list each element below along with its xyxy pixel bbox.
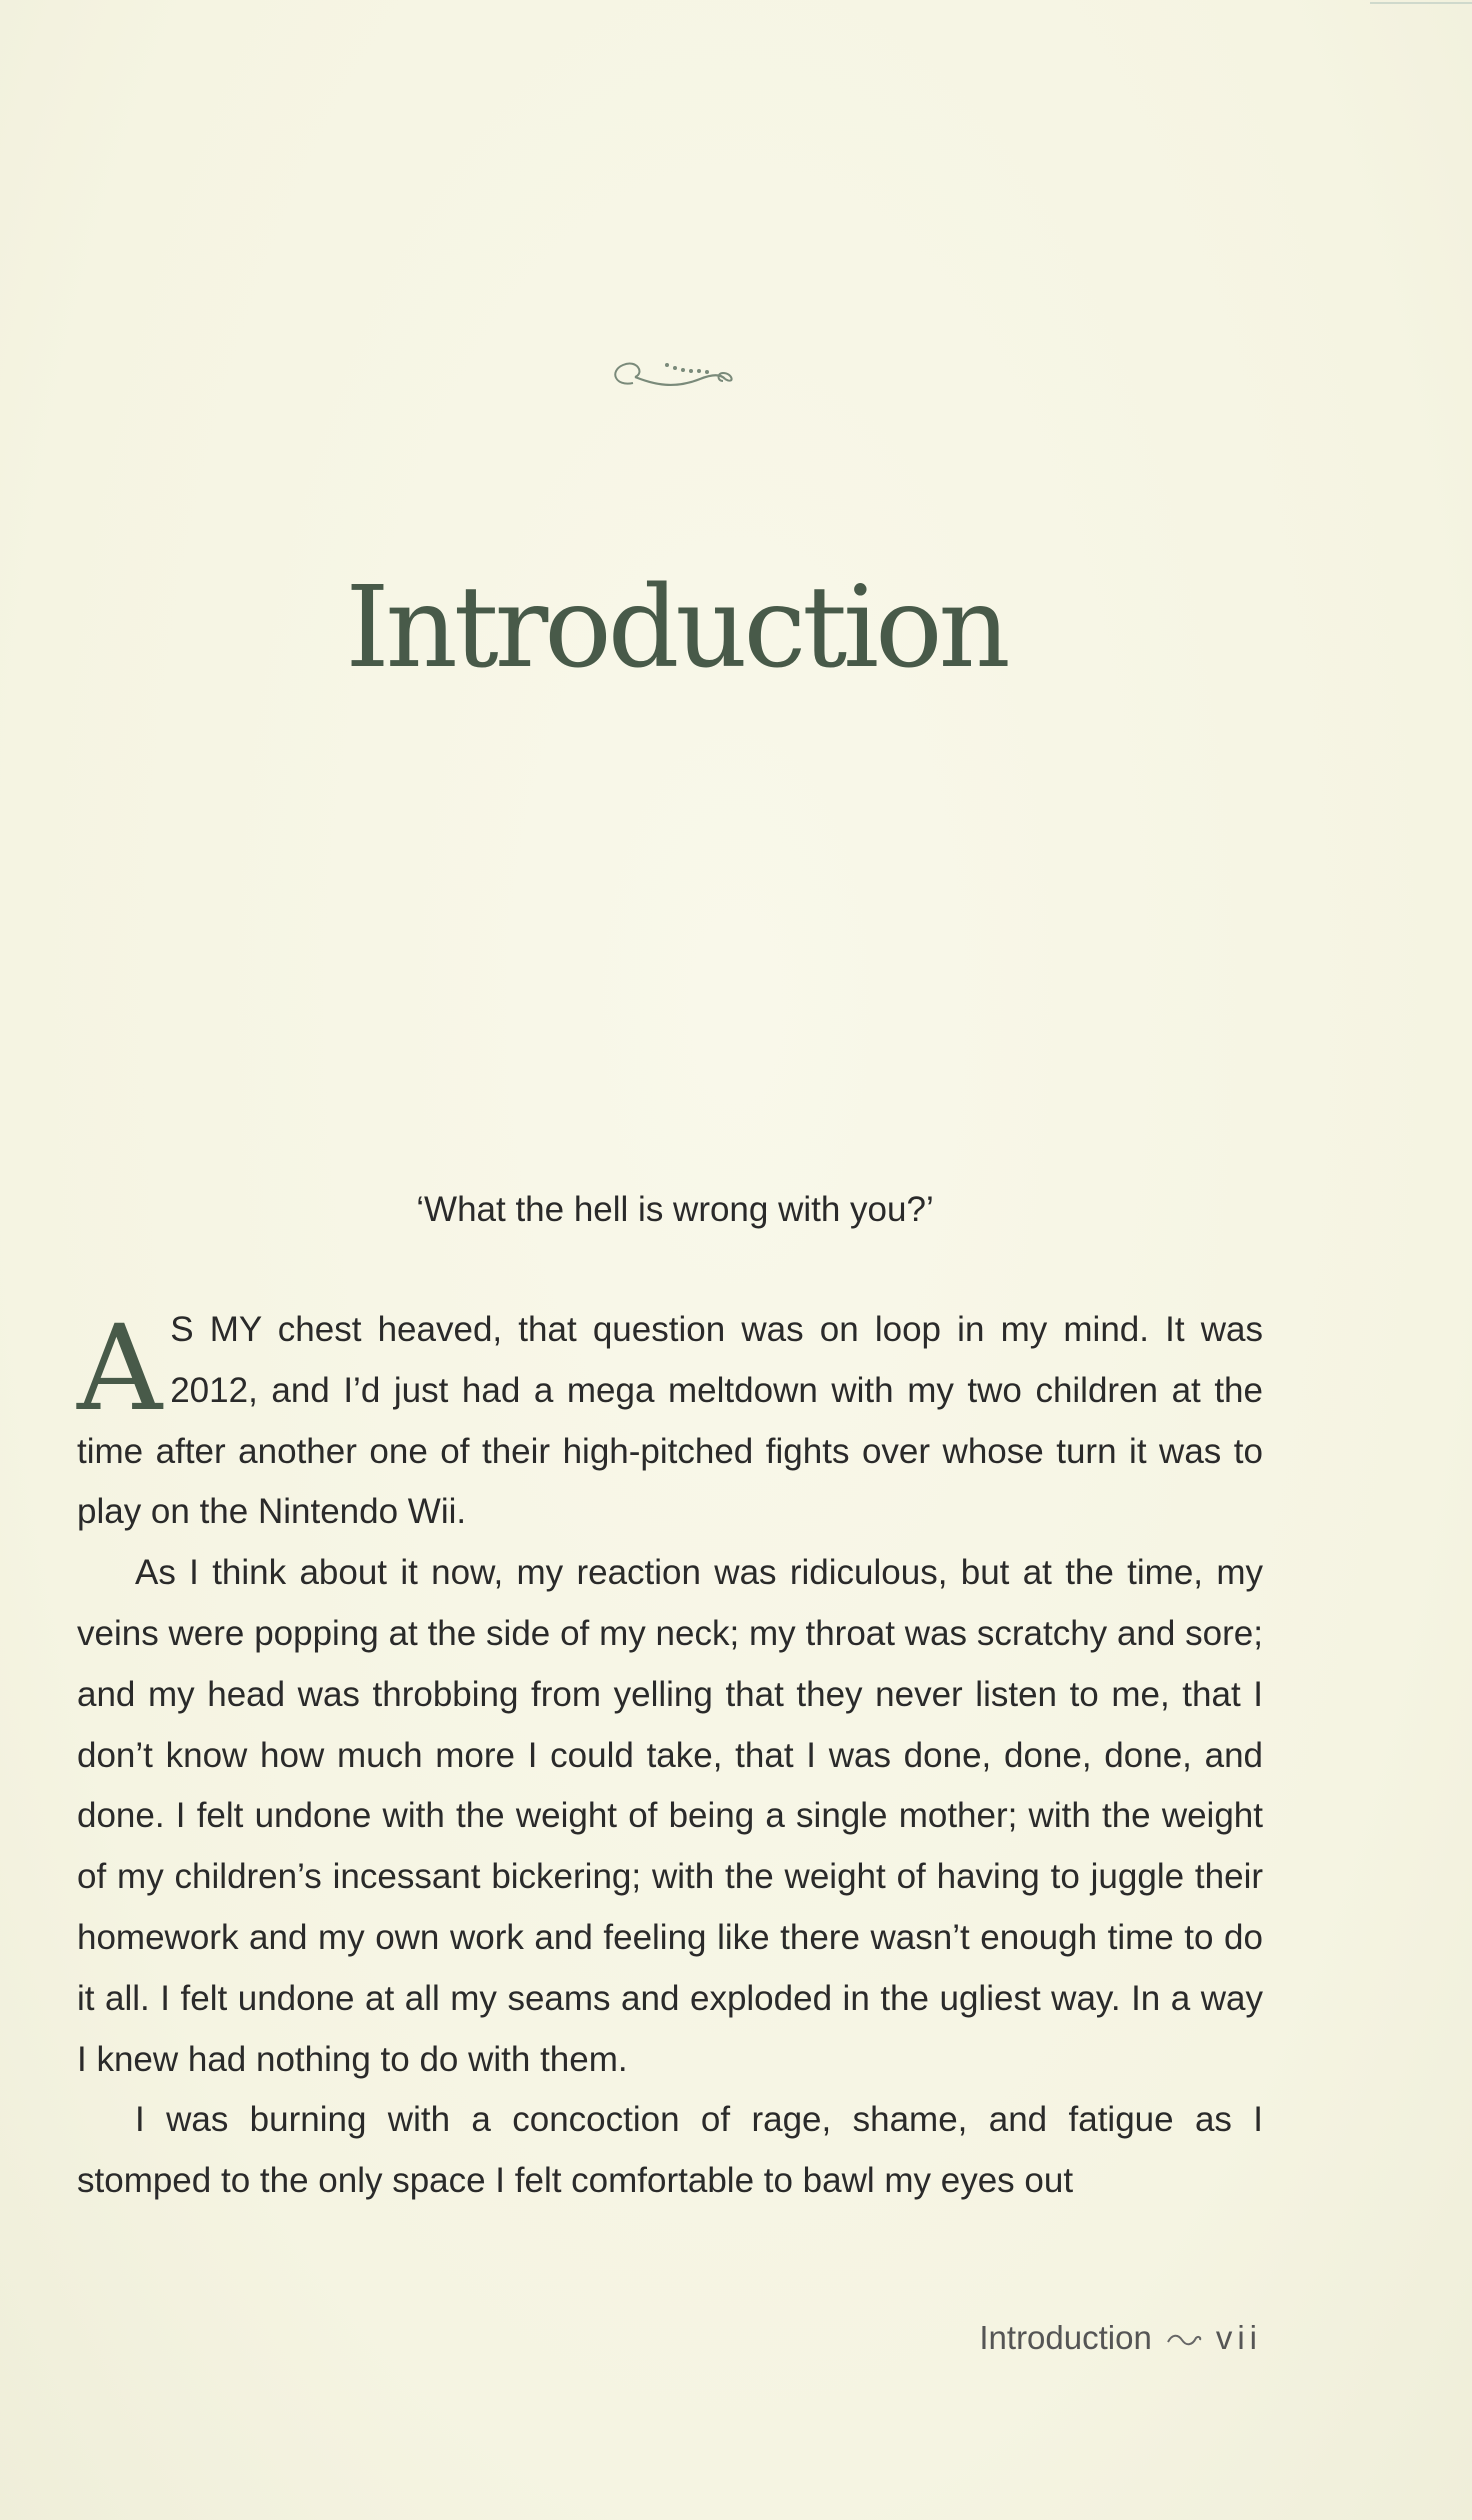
paragraph-3: I was burning with a concoction of rage, shame, and fatigue as I stomped to the only space I felt comfortable to bawl my eyes out xyxy=(77,2100,1263,2201)
top-edge-rule xyxy=(1370,2,1472,4)
paragraph-2: As I think about it now, my reaction was ridiculous, but at the time, my veins were popping at the side of my neck; my throat was scratchy and sore; and my head was throbbing from yelling that they never listen to me, that I don’t know how much more I could take, that I was done, done, done, and done. I felt undone with the weight of being a single mother; with the weight of my children’s incessant bickering; with the weight of having to juggle their homework and my own work and feeling like there wasn’t enough time to do it all. I felt undone at all my seams and exploded in the ugliest way. In a way I knew had nothing to do with them. xyxy=(77,1553,1263,2079)
body-text xyxy=(77,1300,1263,2212)
chapter-title: Introduction xyxy=(345,563,1007,693)
drop-cap: A xyxy=(77,1299,163,1437)
page-number: vii xyxy=(1215,2319,1262,2356)
paragraph-1 xyxy=(77,1300,1263,1543)
page-footer xyxy=(0,2308,1262,2368)
flourish-ornament-icon xyxy=(605,345,740,395)
paragraph-1-text: S MY chest heaved, that question was on loop in my mind. It was 2012, and I’d just had a mega meltdown with my two children at the time after another one of their high-pitched fights over whose turn it was to play on the Nintendo Wii. xyxy=(77,1310,1263,1532)
swirl-icon xyxy=(1164,2330,1204,2350)
epigraph: ‘What the hell is wrong with you?’ xyxy=(416,1190,934,1229)
running-head: Introduction xyxy=(979,2319,1152,2356)
